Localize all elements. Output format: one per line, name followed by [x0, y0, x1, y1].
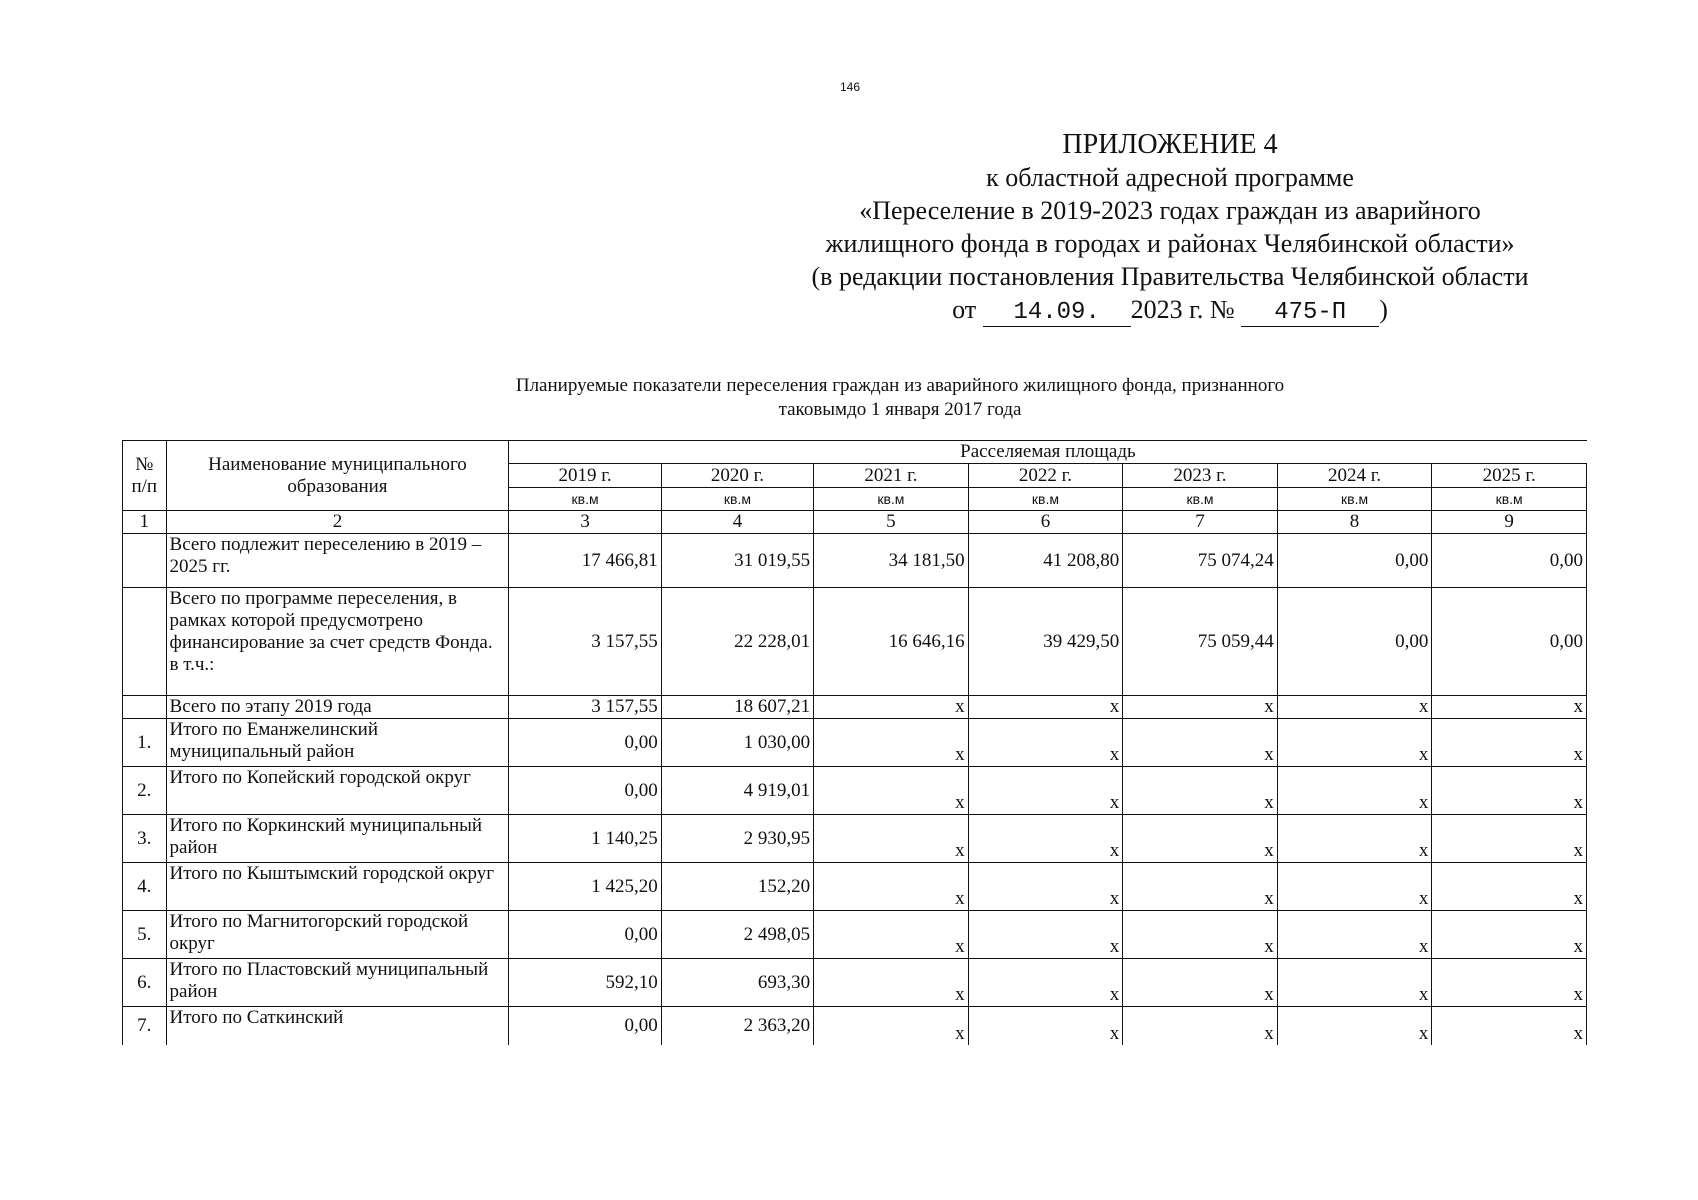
- column-index: 9: [1432, 511, 1587, 534]
- value-cell: x: [1277, 696, 1432, 719]
- table-title: [370, 374, 1430, 422]
- value-cell: x: [1123, 719, 1278, 767]
- appendix-line-1: к областной адресной программе: [986, 163, 1354, 192]
- row-num: 6.: [123, 959, 167, 1007]
- value-cell: x: [968, 959, 1123, 1007]
- value-cell: x: [1432, 1007, 1587, 1045]
- indicators-table-body: [123, 441, 1587, 1045]
- header-num: № п/п: [123, 441, 167, 511]
- table-row: [123, 534, 1587, 588]
- table-row: [123, 767, 1587, 815]
- value-cell: x: [1277, 815, 1432, 863]
- table-row: [123, 815, 1587, 863]
- appendix-date-line: [760, 293, 1580, 327]
- row-num: 7.: [123, 1007, 167, 1045]
- value-cell: x: [1123, 696, 1278, 719]
- column-index: 3: [509, 511, 661, 534]
- value-cell: x: [814, 815, 969, 863]
- column-index: 8: [1277, 511, 1432, 534]
- column-index-row: [123, 511, 1587, 534]
- header-year-2024: 2024 г.: [1277, 464, 1432, 488]
- column-index: 5: [814, 511, 969, 534]
- row-num: [123, 696, 167, 719]
- row-name: Всего по программе переселения, в рамках которой предусмотрено финансирование за счет средств Фонда. в т.ч.:: [166, 588, 509, 696]
- appendix-title: ПРИЛОЖЕНИЕ 4: [1062, 129, 1278, 160]
- value-cell: 0,00: [1432, 588, 1587, 696]
- indicators-table: [122, 440, 1587, 1045]
- row-name: Итого по Кыштымский городской округ: [166, 863, 509, 911]
- value-cell: 31 019,55: [661, 534, 813, 588]
- unit-cell: кв.м: [1432, 488, 1587, 511]
- column-index: 2: [166, 511, 509, 534]
- column-index: 6: [968, 511, 1123, 534]
- value-cell: x: [968, 1007, 1123, 1045]
- value-cell: x: [1432, 767, 1587, 815]
- row-num: 3.: [123, 815, 167, 863]
- header-year-2022: 2022 г.: [968, 464, 1123, 488]
- value-cell: 41 208,80: [968, 534, 1123, 588]
- value-cell: x: [1123, 1007, 1278, 1045]
- column-index: 7: [1123, 511, 1278, 534]
- value-cell: x: [1123, 863, 1278, 911]
- year-text: 2023 г. №: [1130, 295, 1235, 324]
- row-name: Всего подлежит переселению в 2019 – 2025 гг.: [166, 534, 509, 588]
- value-cell: x: [968, 911, 1123, 959]
- value-cell: 17 466,81: [509, 534, 661, 588]
- row-name: Итого по Еманжелинский муниципальный район: [166, 719, 509, 767]
- value-cell: x: [968, 719, 1123, 767]
- header-row-group: [123, 441, 1587, 464]
- row-num: 4.: [123, 863, 167, 911]
- row-num: [123, 534, 167, 588]
- value-cell: 1 425,20: [509, 863, 661, 911]
- row-name: Итого по Магнитогорский городской округ: [166, 911, 509, 959]
- value-cell: x: [814, 959, 969, 1007]
- value-cell: x: [814, 911, 969, 959]
- column-index: 4: [661, 511, 813, 534]
- value-cell: x: [814, 1007, 969, 1045]
- value-cell: 592,10: [509, 959, 661, 1007]
- value-cell: x: [968, 767, 1123, 815]
- appendix-line-4: (в редакции постановления Правительства Челябинской области: [811, 262, 1529, 291]
- row-num: 2.: [123, 767, 167, 815]
- row-name: Всего по этапу 2019 года: [166, 696, 509, 719]
- table-row: [123, 911, 1587, 959]
- value-cell: x: [1432, 959, 1587, 1007]
- value-cell: 3 157,55: [509, 588, 661, 696]
- value-cell: x: [968, 815, 1123, 863]
- header-group: Расселяемая площадь: [509, 441, 1587, 464]
- value-cell: 39 429,50: [968, 588, 1123, 696]
- value-cell: x: [1432, 911, 1587, 959]
- unit-cell: кв.м: [661, 488, 813, 511]
- value-cell: 22 228,01: [661, 588, 813, 696]
- row-name: Итого по Коркинский муниципальный район: [166, 815, 509, 863]
- value-cell: 0,00: [509, 911, 661, 959]
- value-cell: 152,20: [661, 863, 813, 911]
- row-num: [123, 588, 167, 696]
- value-cell: x: [1432, 863, 1587, 911]
- header-year-2019: 2019 г.: [509, 464, 661, 488]
- value-cell: 75 059,44: [1123, 588, 1278, 696]
- value-cell: x: [1277, 767, 1432, 815]
- date-fill: 14.09.: [983, 300, 1131, 327]
- table-row: [123, 863, 1587, 911]
- value-cell: x: [1277, 1007, 1432, 1045]
- page-number: 146: [840, 80, 861, 94]
- value-cell: 0,00: [1432, 534, 1587, 588]
- value-cell: x: [1277, 911, 1432, 959]
- value-cell: x: [1277, 863, 1432, 911]
- unit-cell: кв.м: [509, 488, 661, 511]
- unit-cell: кв.м: [814, 488, 969, 511]
- value-cell: 1 140,25: [509, 815, 661, 863]
- value-cell: 75 074,24: [1123, 534, 1278, 588]
- value-cell: 2 498,05: [661, 911, 813, 959]
- table-title-line-1: Планируемые показатели переселения граждан из аварийного жилищного фонда, признанного: [515, 375, 1285, 396]
- appendix-line-2: «Переселение в 2019-2023 годах граждан из аварийного: [859, 196, 1481, 225]
- value-cell: 693,30: [661, 959, 813, 1007]
- appendix-line-3: жилищного фонда в городах и районах Челябинской области»: [825, 229, 1515, 258]
- value-cell: 34 181,50: [814, 534, 969, 588]
- value-cell: x: [1432, 696, 1587, 719]
- value-cell: 18 607,21: [661, 696, 813, 719]
- value-cell: 0,00: [1277, 534, 1432, 588]
- from-prefix: от: [952, 295, 977, 324]
- value-cell: x: [1123, 911, 1278, 959]
- value-cell: x: [1432, 719, 1587, 767]
- value-cell: 4 919,01: [661, 767, 813, 815]
- row-num: 1.: [123, 719, 167, 767]
- row-name: Итого по Пластовский муниципальный район: [166, 959, 509, 1007]
- unit-cell: кв.м: [1123, 488, 1278, 511]
- value-cell: 0,00: [509, 1007, 661, 1045]
- table-row: [123, 1007, 1587, 1045]
- value-cell: x: [814, 863, 969, 911]
- value-cell: 2 930,95: [661, 815, 813, 863]
- value-cell: 1 030,00: [661, 719, 813, 767]
- value-cell: 16 646,16: [814, 588, 969, 696]
- table-row: [123, 719, 1587, 767]
- header-year-2023: 2023 г.: [1123, 464, 1278, 488]
- header-year-2025: 2025 г.: [1432, 464, 1587, 488]
- value-cell: x: [1123, 767, 1278, 815]
- value-cell: 3 157,55: [509, 696, 661, 719]
- column-index: 1: [123, 511, 167, 534]
- appendix-header: [760, 128, 1580, 327]
- value-cell: x: [1432, 815, 1587, 863]
- value-cell: 0,00: [509, 719, 661, 767]
- value-cell: x: [1123, 959, 1278, 1007]
- row-num: 5.: [123, 911, 167, 959]
- value-cell: x: [968, 863, 1123, 911]
- header-name: Наименование муниципального образования: [166, 441, 509, 511]
- row-name: Итого по Копейский городской округ: [166, 767, 509, 815]
- value-cell: x: [968, 696, 1123, 719]
- value-cell: 0,00: [509, 767, 661, 815]
- unit-cell: кв.м: [1277, 488, 1432, 511]
- header-year-2020: 2020 г.: [661, 464, 813, 488]
- value-cell: x: [814, 696, 969, 719]
- value-cell: x: [1123, 815, 1278, 863]
- close-paren: ): [1379, 295, 1388, 324]
- table-row: [123, 696, 1587, 719]
- value-cell: 0,00: [1277, 588, 1432, 696]
- value-cell: 2 363,20: [661, 1007, 813, 1045]
- value-cell: x: [1277, 959, 1432, 1007]
- table-row: [123, 959, 1587, 1007]
- value-cell: x: [814, 767, 969, 815]
- value-cell: x: [814, 719, 969, 767]
- number-fill: 475-П: [1241, 300, 1379, 327]
- unit-cell: кв.м: [968, 488, 1123, 511]
- row-name: Итого по Саткинский: [166, 1007, 509, 1045]
- value-cell: x: [1277, 719, 1432, 767]
- header-year-2021: 2021 г.: [814, 464, 969, 488]
- table-row: [123, 588, 1587, 696]
- table-title-line-2: таковымдо 1 января 2017 года: [778, 399, 1022, 420]
